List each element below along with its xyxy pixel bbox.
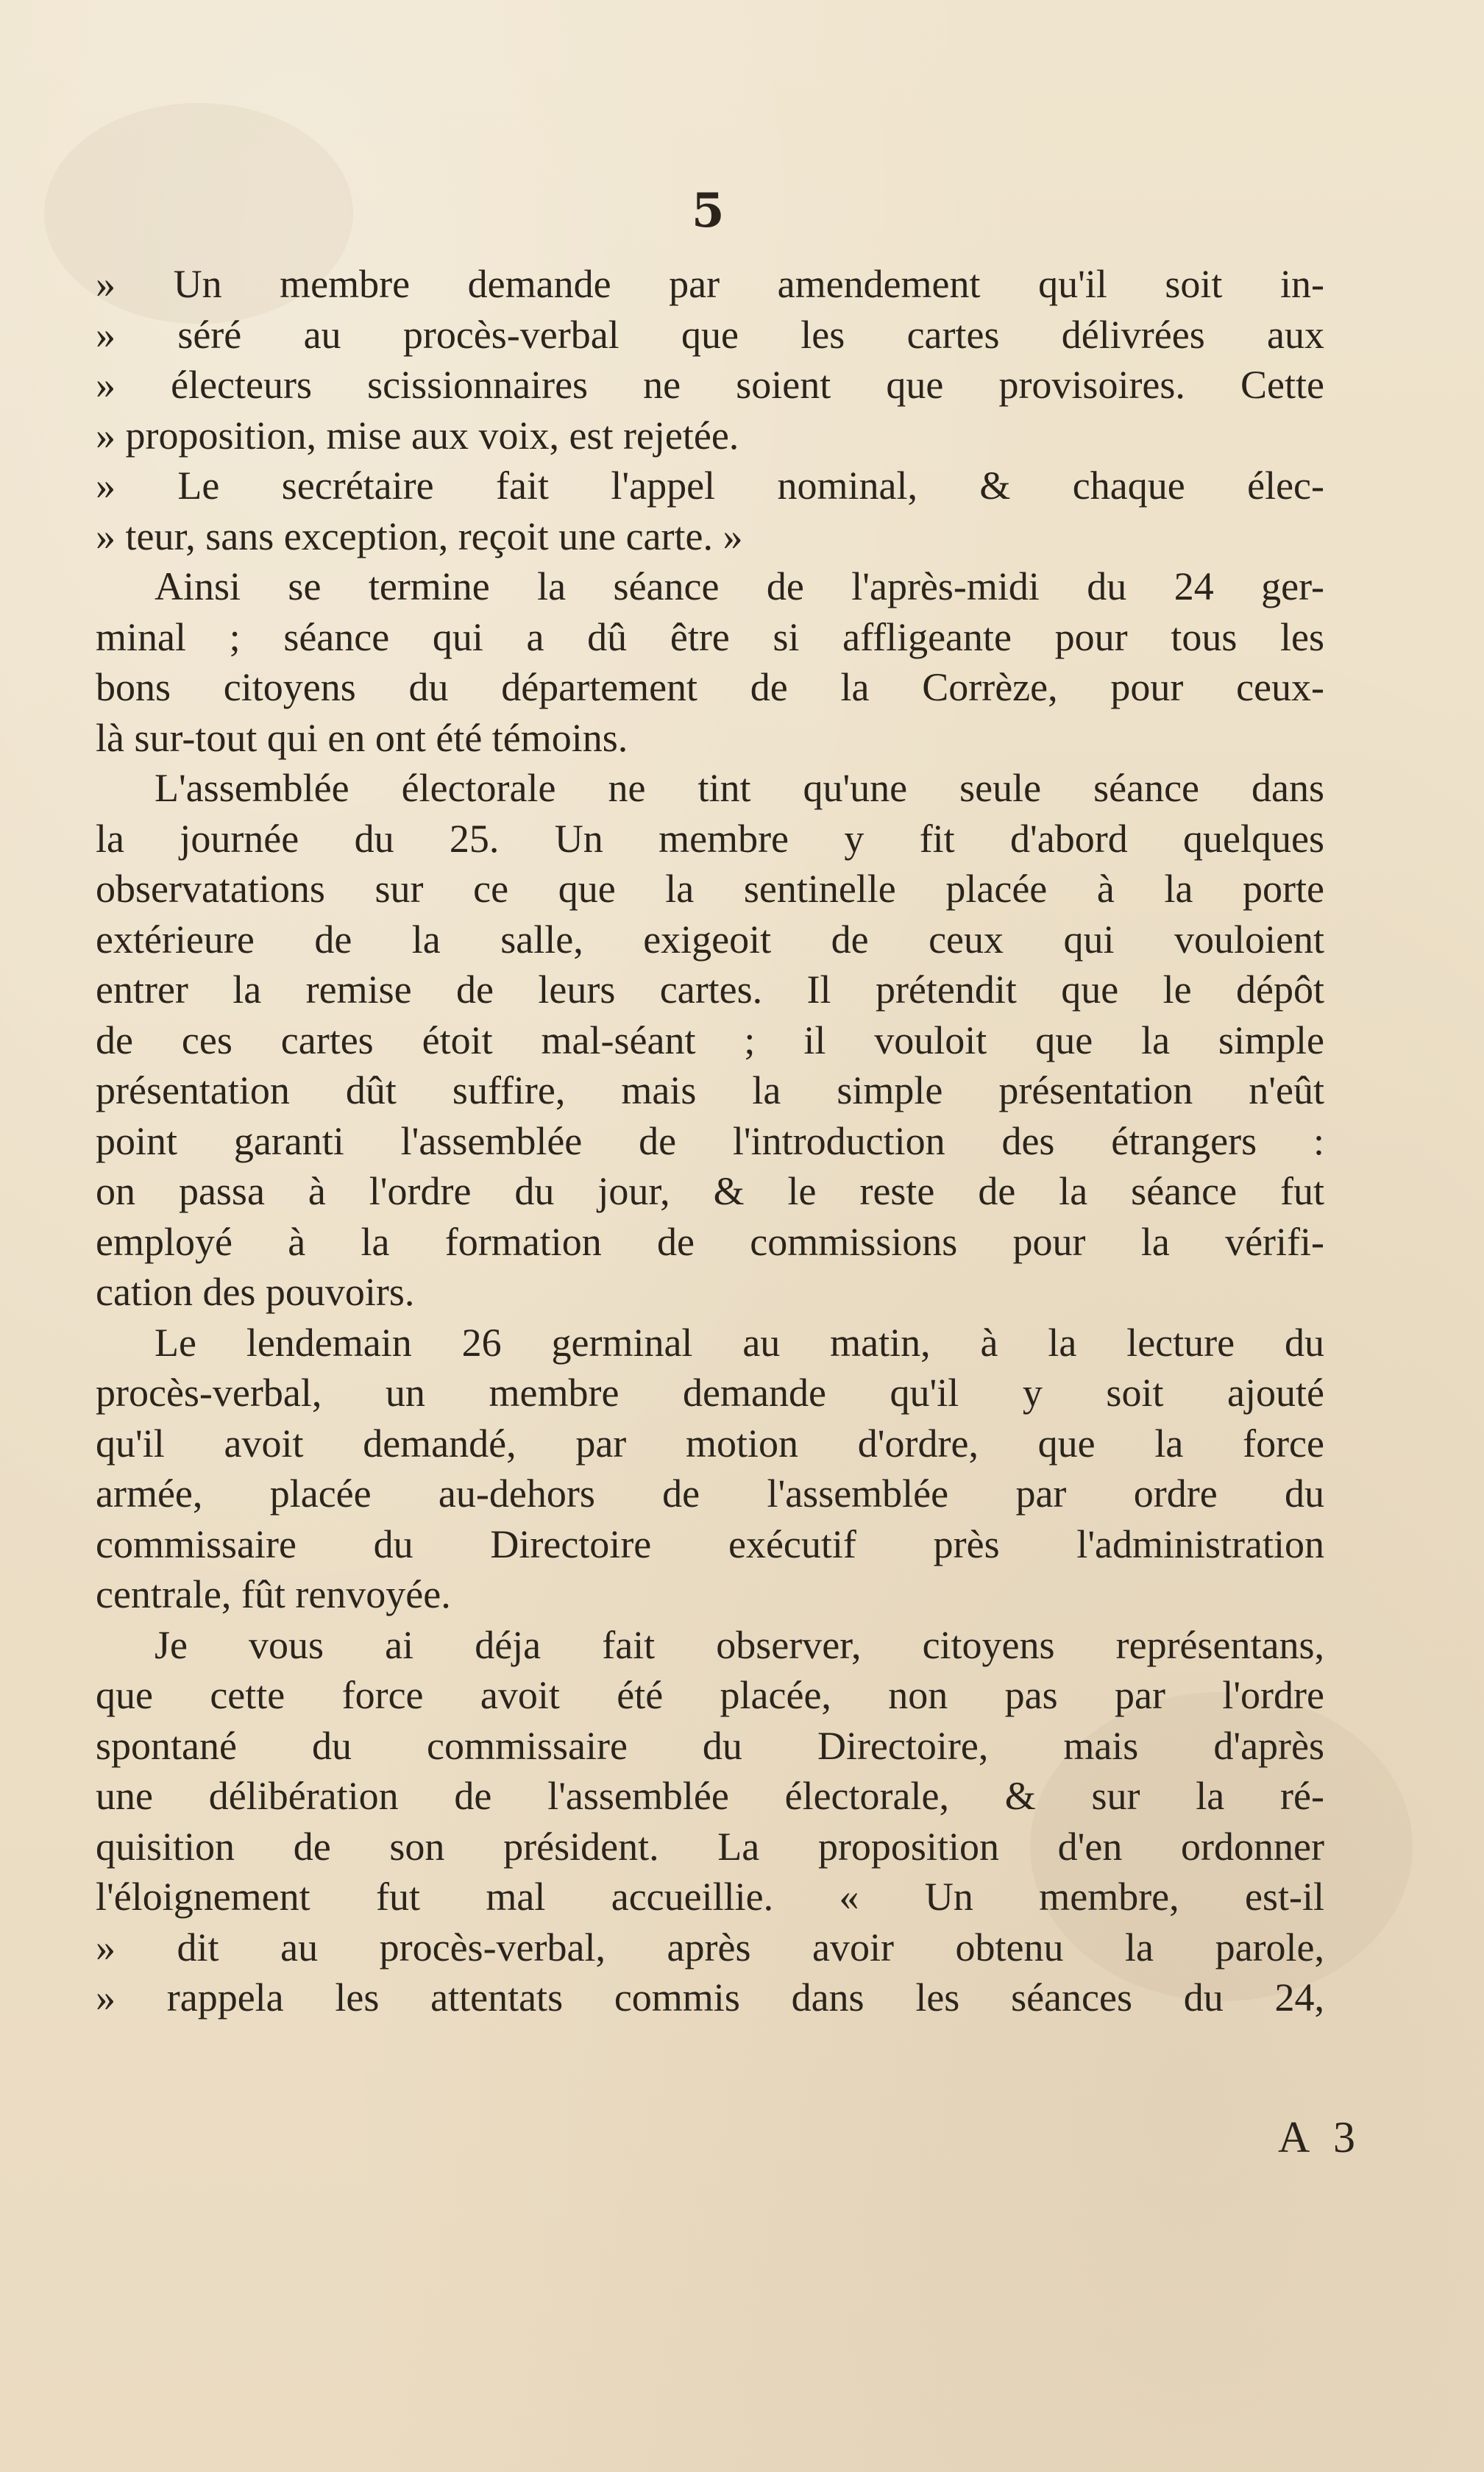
text-line: » séré au procès-verbal que les cartes délivrées aux: [96, 312, 1324, 357]
text-line: la journée du 25. Un membre y fit d'abord quelques: [96, 816, 1324, 861]
text-line: présentation dût suffire, mais la simple présentation n'eût: [96, 1068, 1324, 1112]
text-line: armée, placée au-dehors de l'assemblée par ordre du: [96, 1471, 1324, 1516]
text-line: employé à la formation de commissions pour la vérifi-: [96, 1219, 1324, 1264]
text-line: quisition de son président. La proposition d'en ordonner: [96, 1824, 1324, 1869]
text-line: » teur, sans exception, reçoit une carte. »: [96, 514, 743, 558]
text-line: extérieure de la salle, exigeoit de ceux qui vouloient: [96, 917, 1324, 962]
text-line: qu'il avoit demandé, par motion d'ordre, que la force: [96, 1421, 1324, 1466]
text-line: bons citoyens du département de la Corrèze, pour ceux-: [96, 665, 1324, 709]
text-line: entrer la remise de leurs cartes. Il prétendit que le dépôt: [96, 967, 1324, 1012]
text-line: Le lendemain 26 germinal au matin, à la lecture du: [155, 1320, 1324, 1365]
text-line: commissaire du Directoire exécutif près l'administration: [96, 1521, 1324, 1566]
text-line: là sur-tout qui en ont été témoins.: [96, 715, 628, 760]
body-text: [96, 259, 1324, 2023]
text-line: on passa à l'ordre du jour, & le reste de la séance fut: [96, 1169, 1324, 1213]
text-line: observatations sur ce que la sentinelle placée à la porte: [96, 867, 1324, 911]
text-line: » Un membre demande par amendement qu'il soit in-: [96, 262, 1324, 306]
text-line: que cette force avoit été placée, non pas par l'ordre: [96, 1673, 1324, 1717]
text-line: » dit au procès-verbal, après avoir obtenu la parole,: [96, 1925, 1324, 1970]
text-line: L'assemblée électorale ne tint qu'une seule séance dans: [155, 766, 1324, 810]
text-line: de ces cartes étoit mal-séant ; il vouloit que la simple: [96, 1017, 1324, 1062]
text-line: cation des pouvoirs.: [96, 1270, 415, 1314]
text-line: procès-verbal, un membre demande qu'il y soit ajouté: [96, 1371, 1324, 1415]
text-line: » électeurs scissionnaires ne soient que provisoires. Cette: [96, 363, 1324, 407]
text-line: l'éloignement fut mal accueillie. « Un membre, est-il: [96, 1875, 1324, 1919]
text-line: Je vous ai déja fait observer, citoyens représentans,: [155, 1622, 1324, 1667]
text-line: point garanti l'assemblée de l'introduction des étrangers :: [96, 1118, 1324, 1163]
signature-mark: A 3: [1277, 2113, 1363, 2162]
text-line: minal ; séance qui a dû être si affligeante pour tous les: [96, 614, 1324, 659]
text-line: » Le secrétaire fait l'appel nominal, & chaque élec-: [96, 464, 1324, 508]
text-line: une délibération de l'assemblée électorale, & sur la ré-: [96, 1774, 1324, 1818]
text-line: » rappela les attentats commis dans les séances du 24,: [96, 1975, 1324, 2020]
page-number: 5: [692, 183, 725, 238]
text-line: centrale, fût renvoyée.: [96, 1572, 451, 1616]
text-line: Ainsi se termine la séance de l'après-midi du 24 ger-: [155, 564, 1324, 608]
text-line: spontané du commissaire du Directoire, mais d'après: [96, 1723, 1324, 1768]
text-line: » proposition, mise aux voix, est rejetée.: [96, 413, 739, 458]
